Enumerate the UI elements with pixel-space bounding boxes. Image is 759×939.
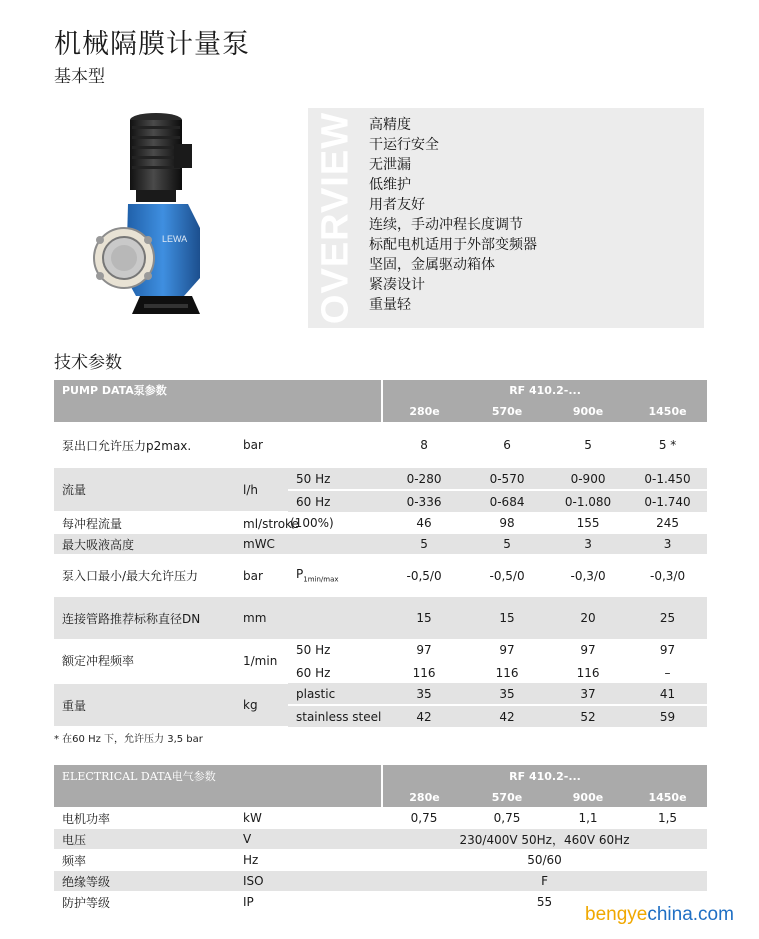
page-subtitle: 基本型 <box>54 67 105 87</box>
pump-data-label: PUMP DATA泵参数 <box>54 380 382 400</box>
column-header: 900e <box>548 400 628 422</box>
column-header: 280e <box>382 787 466 807</box>
cell: 155 <box>576 516 600 530</box>
model-header: RF 410.2-... <box>382 765 707 787</box>
overview-label: OVERVIEW <box>314 111 357 325</box>
cell: 230/400V 50Hz，460V 60Hz <box>382 829 707 849</box>
row-label: 电压 <box>54 829 235 849</box>
brand-label: LEWA <box>162 234 188 244</box>
cell: 0-1.740 <box>628 490 707 512</box>
row-unit: V <box>235 829 288 849</box>
column-header: 280e <box>382 400 466 422</box>
cell: 0-1.450 <box>628 468 707 490</box>
row-label: 最大吸液高度 <box>54 534 235 554</box>
cell: 5 <box>466 534 548 554</box>
cell: 116 <box>576 665 600 680</box>
page-title: 机械隔膜计量泵 <box>54 29 250 60</box>
section-title: 技术参数 <box>54 353 122 373</box>
table-row <box>54 639 707 661</box>
row-label: 电机功率 <box>62 811 111 826</box>
row-unit: bar <box>243 438 263 452</box>
cell: 0-280 <box>382 468 466 490</box>
model-header: RF 410.2-... <box>382 380 707 400</box>
row-label: 流量 <box>54 468 235 512</box>
cell: 116 <box>412 665 436 680</box>
table-row <box>54 468 707 490</box>
row-sub: stainless steel <box>288 705 382 727</box>
table-row <box>54 683 707 705</box>
table-row <box>54 829 707 849</box>
cell: 98 <box>499 516 515 530</box>
cell: 0-900 <box>548 468 628 490</box>
row-unit: mWC <box>235 534 288 554</box>
feature-item: 紧凑设计 <box>369 277 425 293</box>
electrical-data-table <box>54 765 707 913</box>
row-label: 重量 <box>54 683 235 727</box>
row-label: 绝缘等级 <box>54 871 235 891</box>
cell: 55 <box>536 895 553 909</box>
cell: 1,1 <box>578 811 598 825</box>
row-sub: 50 Hz <box>288 468 382 490</box>
pump-image <box>88 108 228 328</box>
pump-data-table <box>54 380 707 728</box>
row-sub: plastic <box>288 683 382 705</box>
table-row <box>54 534 707 554</box>
row-unit: ISO <box>235 871 288 891</box>
cell: -0,5/0 <box>489 568 525 583</box>
table-row <box>54 512 707 534</box>
row-label: 额定冲程频率 <box>54 639 235 683</box>
row-label: 防护等级 <box>62 895 111 910</box>
cell: 97 <box>548 639 628 661</box>
cell: 0-336 <box>382 490 466 512</box>
cell: 116 <box>495 665 519 680</box>
cell: 52 <box>548 705 628 727</box>
feature-item: 无泄漏 <box>369 157 411 173</box>
row-unit: kg <box>235 683 288 727</box>
cell: 5 * <box>658 438 677 452</box>
feature-item: 高精度 <box>369 117 411 133</box>
table-row <box>54 871 707 891</box>
cell: 0-684 <box>466 490 548 512</box>
feature-item: 用者友好 <box>369 197 425 213</box>
feature-list <box>369 115 537 315</box>
column-header: 570e <box>466 787 548 807</box>
row-label: 连接管路推荐标称直径DN <box>54 597 235 639</box>
cell: 97 <box>466 639 548 661</box>
cell: 50/60 <box>527 853 562 867</box>
cell: 3 <box>628 534 707 554</box>
cell: F <box>382 871 707 891</box>
cell: 37 <box>548 683 628 705</box>
feature-item: 低维护 <box>369 177 411 193</box>
row-unit: kW <box>243 811 262 825</box>
cell: 8 <box>420 438 428 452</box>
row-unit: mm <box>235 597 288 639</box>
cell: 46 <box>416 516 432 530</box>
cell: 42 <box>466 705 548 727</box>
cell: 35 <box>382 683 466 705</box>
cell: 15 <box>466 597 548 639</box>
cell: 0-1.080 <box>548 490 628 512</box>
row-unit: 1/min <box>235 639 288 683</box>
cell: 97 <box>628 639 707 661</box>
row-label: 每冲程流量 <box>62 517 123 531</box>
column-header: 570e <box>466 400 548 422</box>
column-header: 900e <box>548 787 628 807</box>
table-row <box>54 849 707 871</box>
cell: 15 <box>382 597 466 639</box>
row-sub: $P_{1min/max}$ <box>296 567 339 584</box>
feature-item: 干运行安全 <box>369 137 439 153</box>
cell: 97 <box>382 639 466 661</box>
table-row <box>54 807 707 829</box>
row-label: 泵入口最小/最大允许压力 <box>62 569 199 583</box>
footnote: * 在60 Hz 下，允许压力 3,5 bar <box>54 734 203 745</box>
column-header: 1450e <box>628 787 707 807</box>
cell: – <box>664 665 671 680</box>
cell: -0,3/0 <box>650 568 686 583</box>
row-sub: (100%) <box>290 516 334 530</box>
electrical-data-label: ELECTRICAL DATA电气参数 <box>54 765 382 787</box>
row-unit: IP <box>243 895 254 909</box>
cell: -0,5/0 <box>406 568 442 583</box>
feature-item: 坚固，金属驱动箱体 <box>369 257 495 273</box>
cell: 42 <box>382 705 466 727</box>
cell: 59 <box>628 705 707 727</box>
cell: 41 <box>628 683 707 705</box>
table-row <box>54 554 707 597</box>
cell: 20 <box>548 597 628 639</box>
row-sub: 60 Hz <box>288 490 382 512</box>
row-unit: ml/stroke <box>243 516 299 531</box>
cell: 0,75 <box>493 811 521 825</box>
row-sub: 60 Hz <box>296 665 331 680</box>
cell: 3 <box>548 534 628 554</box>
cell: 5 <box>382 534 466 554</box>
row-unit: Hz <box>243 853 259 867</box>
table-row <box>54 597 707 639</box>
row-unit: l/h <box>235 468 288 512</box>
row-label: 频率 <box>62 853 87 868</box>
cell: 25 <box>628 597 707 639</box>
feature-item: 标配电机适用于外部变频器 <box>369 237 537 253</box>
feature-item: 连续，手动冲程长度调节 <box>369 217 523 233</box>
cell: 0,75 <box>410 811 438 825</box>
row-sub: 50 Hz <box>288 639 382 661</box>
row-label: 泵出口允许压力p2max. <box>62 438 192 453</box>
cell: 0-570 <box>466 468 548 490</box>
watermark: bengyechina.com <box>585 904 734 925</box>
cell: 245 <box>656 516 679 530</box>
table-row <box>54 422 707 468</box>
column-header: 1450e <box>628 400 707 422</box>
cell: 6 <box>503 438 511 452</box>
feature-item: 重量轻 <box>369 297 411 313</box>
cell: 35 <box>466 683 548 705</box>
cell: -0,3/0 <box>570 568 606 583</box>
cell: 1,5 <box>657 811 678 825</box>
row-unit: bar <box>243 568 263 583</box>
cell: 5 <box>584 438 592 452</box>
